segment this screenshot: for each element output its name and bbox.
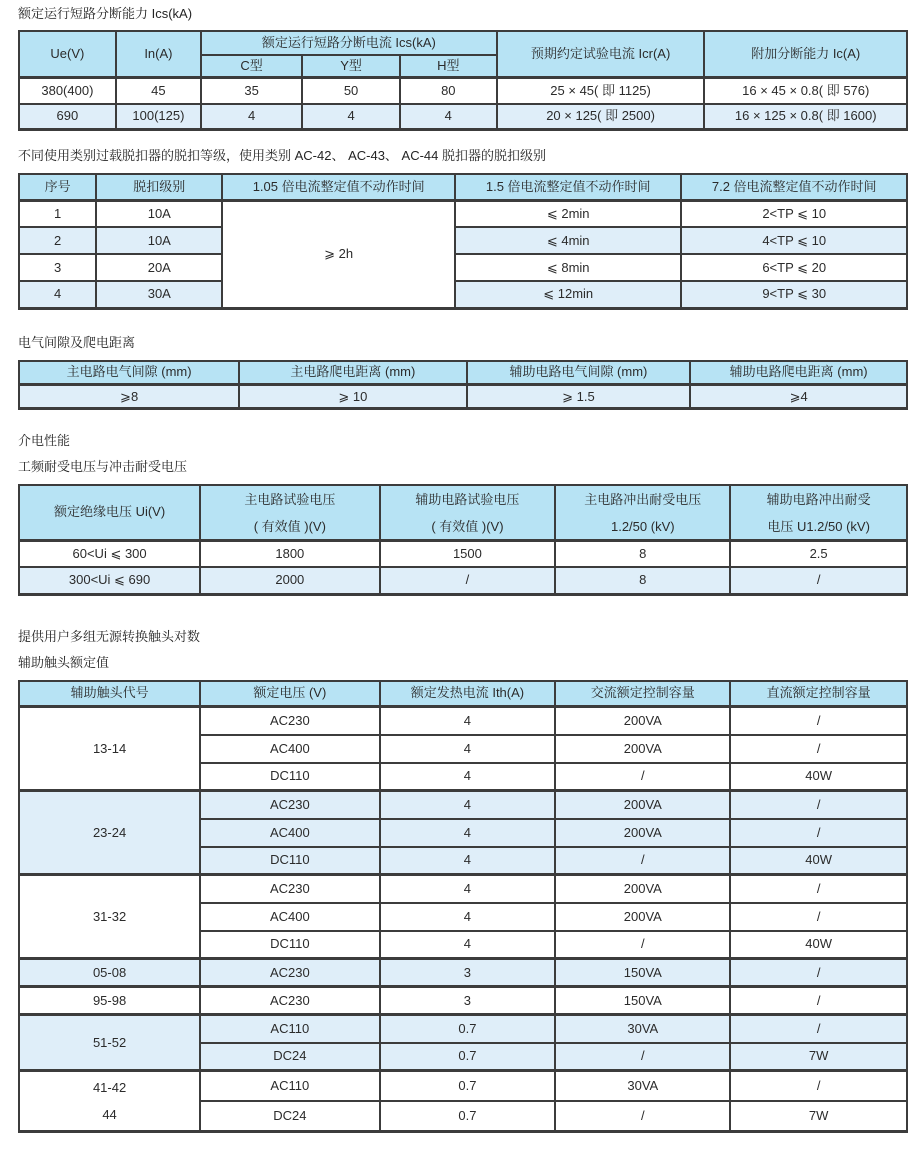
section-title-clearance: 电气间隙及爬电距离	[18, 334, 136, 350]
header-cell-aux-impulse	[730, 485, 907, 540]
data-cell: /	[555, 1043, 730, 1071]
data-cell: DC24	[200, 1101, 379, 1132]
data-cell: /	[730, 987, 907, 1015]
data-cell: 0.7	[380, 1015, 556, 1043]
header-line: 电压 U1.2/50 (kV)	[767, 518, 870, 534]
table-row	[19, 254, 907, 281]
data-cell: DC110	[200, 847, 379, 875]
header-cell-thermal-current: 额定发热电流 Ith(A)	[380, 681, 556, 707]
header-cell-contact-code: 辅助触头代号	[19, 681, 200, 707]
data-cell: 10A	[96, 227, 222, 254]
data-cell: 0.7	[380, 1071, 556, 1102]
data-cell: /	[555, 1101, 730, 1132]
section-title-trip-class: 不同使用类别过载脱扣器的脱扣等级，使用类别 AC-42、 AC-43、 AC-44 脱扣器的脱扣级别	[18, 148, 546, 164]
data-cell: 50	[302, 78, 400, 104]
header-cell-type-y: Y型	[302, 55, 400, 78]
data-cell: 2.5	[730, 540, 907, 567]
section-subtitle-withstand-voltage: 工频耐受电压与冲击耐受电压	[18, 459, 188, 475]
data-cell: 1500	[380, 540, 556, 567]
header-cell-in: In(A)	[116, 31, 201, 78]
header-cell-rated-voltage: 额定电压 (V)	[200, 681, 379, 707]
data-cell: ⩾ 1.5	[467, 385, 691, 409]
table-row	[19, 1071, 907, 1102]
table-row	[19, 1015, 907, 1043]
data-cell: 45	[116, 78, 201, 104]
data-cell: 4	[380, 875, 556, 903]
data-cell: AC230	[200, 707, 379, 735]
header-cell-1-05x: 1.05 倍电流整定值不动作时间	[222, 174, 455, 200]
data-cell: ⩽ 8min	[455, 254, 681, 281]
data-cell: AC110	[200, 1015, 379, 1043]
data-cell: 4	[380, 931, 556, 959]
data-cell: 4	[380, 847, 556, 875]
header-cell-ui: 额定绝缘电压 Ui(V)	[19, 485, 200, 540]
data-cell: /	[730, 791, 907, 819]
data-cell: DC110	[200, 763, 379, 791]
data-cell: 40W	[730, 931, 907, 959]
group-label-cell: 05-08	[19, 959, 200, 987]
table-row	[19, 875, 907, 903]
header-line: 辅助电路冲出耐受	[766, 491, 871, 507]
table-row	[19, 281, 907, 308]
data-cell: 200VA	[555, 903, 730, 931]
table-row	[19, 959, 907, 987]
data-cell: 10A	[96, 200, 222, 227]
data-cell: 300<Ui ⩽ 690	[19, 567, 200, 594]
header-cell-aux-creepage: 辅助电路爬电距离 (mm)	[690, 361, 907, 385]
data-cell: 200VA	[555, 707, 730, 735]
data-cell: DC24	[200, 1043, 379, 1071]
header-line: ( 有效值 )(V)	[253, 518, 326, 534]
data-cell: 25 × 45( 即 1125)	[497, 78, 705, 104]
table-row	[19, 540, 907, 567]
data-cell: 3	[19, 254, 96, 281]
data-cell: /	[730, 1071, 907, 1102]
header-cell-ic: 附加分断能力 Ic(A)	[704, 31, 907, 78]
data-cell: 4	[201, 104, 302, 130]
header-cell-main-test-voltage	[200, 485, 379, 540]
data-cell: /	[730, 1015, 907, 1043]
data-cell: ⩽ 12min	[455, 281, 681, 308]
data-cell: 200VA	[555, 735, 730, 763]
data-cell: 8	[555, 567, 730, 594]
data-cell: 2<TP ⩽ 10	[681, 200, 907, 227]
data-cell: AC230	[200, 791, 379, 819]
data-cell: AC230	[200, 959, 379, 987]
data-cell: AC400	[200, 903, 379, 931]
data-cell: 16 × 125 × 0.8( 即 1600)	[704, 104, 907, 130]
header-cell-type-h: H型	[400, 55, 497, 78]
header-cell-ac-capacity: 交流额定控制容量	[555, 681, 730, 707]
data-cell: 4	[380, 707, 556, 735]
header-cell-ue: Ue(V)	[19, 31, 116, 78]
section-subtitle-aux-ratings: 辅助触头额定值	[18, 654, 110, 670]
data-cell: 30A	[96, 281, 222, 308]
merged-cell-no-trip-time: ⩾ 2h	[222, 200, 455, 308]
group-label-cell	[19, 1071, 200, 1132]
header-cell-7-2x: 7.2 倍电流整定值不动作时间	[681, 174, 907, 200]
table-row	[19, 567, 907, 594]
data-cell: AC400	[200, 735, 379, 763]
table-row	[19, 227, 907, 254]
data-cell: 2000	[200, 567, 379, 594]
data-cell: 1800	[200, 540, 379, 567]
data-cell: /	[555, 847, 730, 875]
table-row	[19, 78, 907, 104]
data-cell: DC110	[200, 931, 379, 959]
data-cell: 150VA	[555, 987, 730, 1015]
group-label-cell: 31-32	[19, 875, 200, 959]
data-cell: 7W	[730, 1101, 907, 1132]
data-cell: /	[730, 959, 907, 987]
data-cell: 0.7	[380, 1101, 556, 1132]
data-cell: 200VA	[555, 791, 730, 819]
header-cell-main-impulse	[555, 485, 730, 540]
aux-contact-table	[18, 680, 908, 1134]
data-cell: 4	[302, 104, 400, 130]
data-cell: 35	[201, 78, 302, 104]
data-cell: /	[730, 903, 907, 931]
group-label-cell: 95-98	[19, 987, 200, 1015]
data-cell: /	[730, 819, 907, 847]
data-cell: 4	[380, 763, 556, 791]
table-row	[19, 104, 907, 130]
header-cell-index: 序号	[19, 174, 96, 200]
data-cell: /	[730, 707, 907, 735]
section-title-dielectric: 介电性能	[18, 433, 71, 449]
data-cell: 3	[380, 987, 556, 1015]
group-label-line: 44	[102, 1107, 117, 1123]
group-label-line: 41-42	[92, 1080, 127, 1096]
data-cell: AC400	[200, 819, 379, 847]
data-cell: 30VA	[555, 1015, 730, 1043]
header-cell-ics: 额定运行短路分断电流 Ics(kA)	[201, 31, 497, 55]
data-cell: 4	[380, 735, 556, 763]
section-title-breaking-capacity: 额定运行短路分断能力 Ics(kA)	[18, 6, 193, 21]
data-cell: 690	[19, 104, 116, 130]
data-cell: 380(400)	[19, 78, 116, 104]
data-cell: AC110	[200, 1071, 379, 1102]
data-cell: AC230	[200, 875, 379, 903]
table-row	[19, 987, 907, 1015]
data-cell: 9<TP ⩽ 30	[681, 281, 907, 308]
header-line: 1.2/50 (kV)	[610, 518, 675, 534]
data-cell: 200VA	[555, 875, 730, 903]
data-cell: ⩽ 4min	[455, 227, 681, 254]
group-label-cell: 51-52	[19, 1015, 200, 1071]
group-label-cell: 23-24	[19, 791, 200, 875]
data-cell: /	[730, 735, 907, 763]
data-cell: 4	[380, 791, 556, 819]
data-cell: 3	[380, 959, 556, 987]
data-cell: 4	[380, 819, 556, 847]
table-row	[19, 791, 907, 819]
header-cell-main-creepage: 主电路爬电距离 (mm)	[239, 361, 466, 385]
data-cell: 6<TP ⩽ 20	[681, 254, 907, 281]
clearance-table	[18, 360, 908, 411]
data-cell: 4<TP ⩽ 10	[681, 227, 907, 254]
data-cell: ⩾8	[19, 385, 239, 409]
trip-class-table	[18, 173, 908, 310]
header-line: 主电路试验电压	[244, 491, 336, 507]
header-line: 主电路冲出耐受电压	[584, 491, 702, 507]
data-cell: 30VA	[555, 1071, 730, 1102]
dielectric-table	[18, 484, 908, 596]
data-cell: 60<Ui ⩽ 300	[19, 540, 200, 567]
data-cell: 20 × 125( 即 2500)	[497, 104, 705, 130]
data-cell: /	[555, 931, 730, 959]
header-cell-dc-capacity: 直流额定控制容量	[730, 681, 907, 707]
data-cell: 4	[19, 281, 96, 308]
data-cell: 2	[19, 227, 96, 254]
section-title-aux-contacts: 提供用户多组无源转换触头对数	[18, 628, 201, 644]
header-cell-main-clearance: 主电路电气间隙 (mm)	[19, 361, 239, 385]
data-cell: 100(125)	[116, 104, 201, 130]
header-cell-aux-test-voltage	[380, 485, 556, 540]
data-cell: 20A	[96, 254, 222, 281]
data-cell: 7W	[730, 1043, 907, 1071]
data-cell: 40W	[730, 763, 907, 791]
data-cell: 1	[19, 200, 96, 227]
data-cell: 200VA	[555, 819, 730, 847]
header-line: 辅助电路试验电压	[415, 491, 520, 507]
header-cell-1-5x: 1.5 倍电流整定值不动作时间	[455, 174, 681, 200]
header-cell-type-c: C型	[201, 55, 302, 78]
data-cell: /	[555, 763, 730, 791]
data-cell: /	[380, 567, 556, 594]
data-cell: 40W	[730, 847, 907, 875]
data-cell: 8	[555, 540, 730, 567]
data-cell: 80	[400, 78, 497, 104]
data-cell: ⩾4	[690, 385, 907, 409]
header-cell-trip-level: 脱扣级别	[96, 174, 222, 200]
table-row	[19, 385, 907, 409]
data-cell: ⩾ 10	[239, 385, 466, 409]
table-row	[19, 707, 907, 735]
data-cell: /	[730, 875, 907, 903]
data-cell: 150VA	[555, 959, 730, 987]
header-cell-icr: 预期约定试验电流 Icr(A)	[497, 31, 705, 78]
data-cell: 4	[380, 903, 556, 931]
data-cell: /	[730, 567, 907, 594]
data-cell: 16 × 45 × 0.8( 即 576)	[704, 78, 907, 104]
header-line: ( 有效值 )(V)	[431, 518, 504, 534]
table-row	[19, 200, 907, 227]
data-cell: 4	[400, 104, 497, 130]
group-label-cell: 13-14	[19, 707, 200, 791]
breaking-capacity-table	[18, 30, 908, 131]
data-cell: ⩽ 2min	[455, 200, 681, 227]
header-cell-aux-clearance: 辅助电路电气间隙 (mm)	[467, 361, 691, 385]
data-cell: 0.7	[380, 1043, 556, 1071]
data-cell: AC230	[200, 987, 379, 1015]
